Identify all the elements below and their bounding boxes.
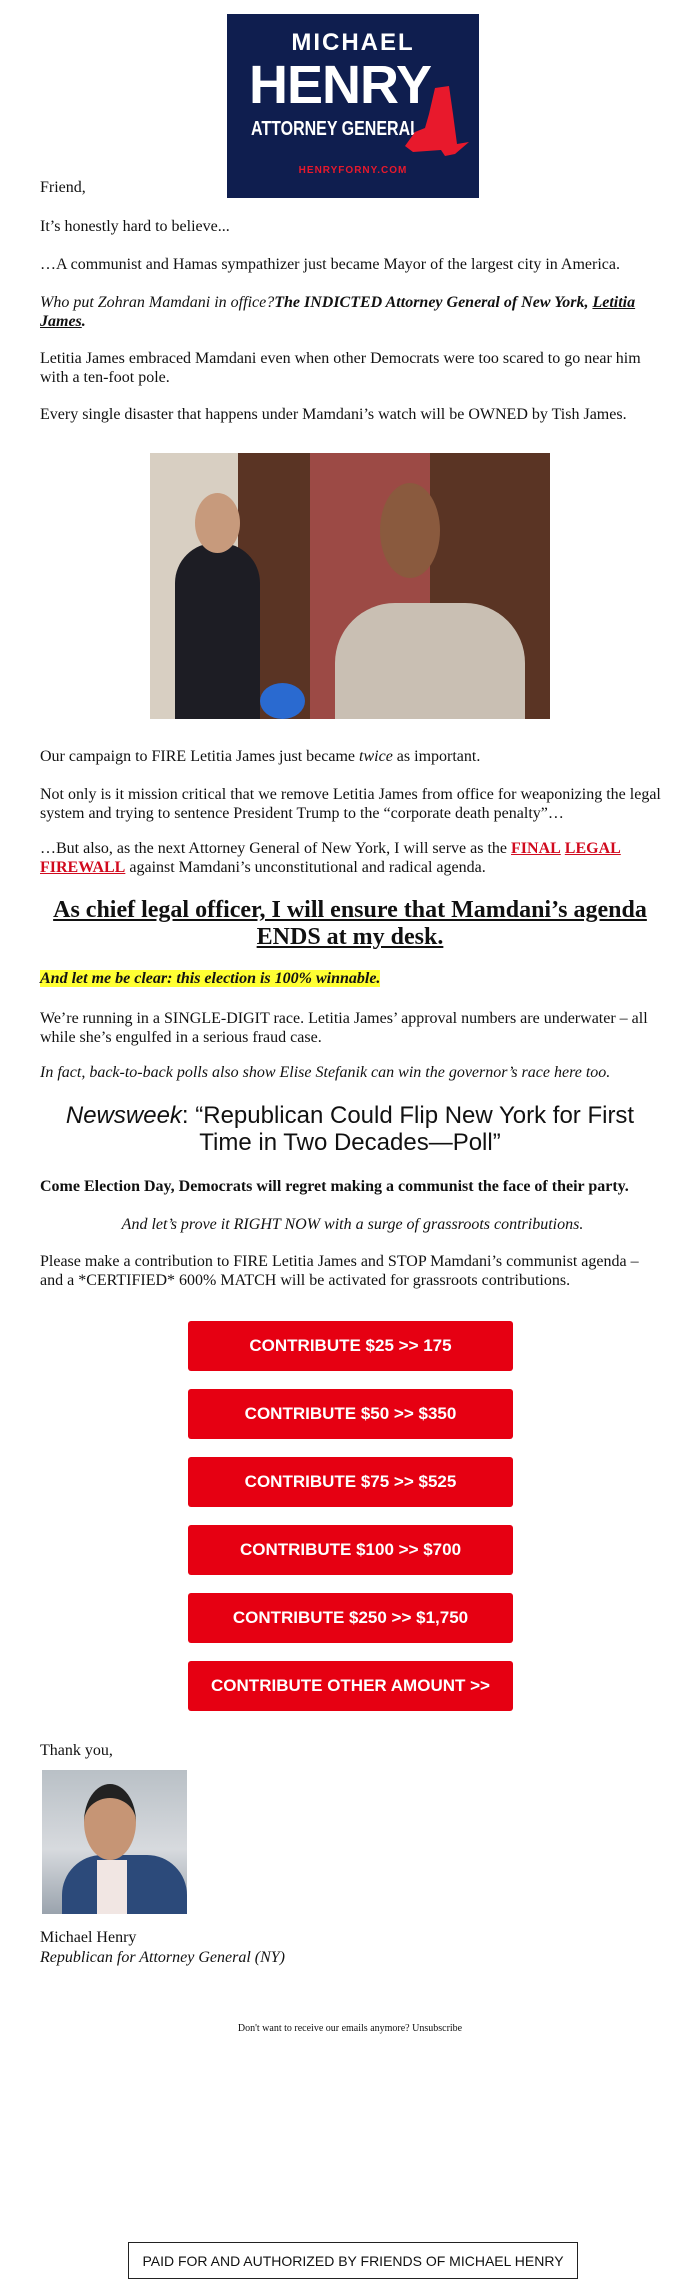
emphasis: twice bbox=[359, 748, 393, 765]
michael-henry-photo bbox=[42, 1770, 187, 1914]
thanks: Thank you, bbox=[40, 1742, 113, 1759]
paragraph: And let’s prove it RIGHT NOW with a surge of grassroots contributions. bbox=[121, 1216, 584, 1233]
text: against Mamdani’s unconstitutional and radical agenda. bbox=[125, 859, 486, 876]
letitia-james-link[interactable]: Letitia James bbox=[40, 294, 636, 330]
paragraph: Come Election Day, Democrats will regret making a communist the face of their party. bbox=[40, 1178, 629, 1195]
contribute-50-button[interactable]: CONTRIBUTE $50 >> $350 bbox=[188, 1389, 513, 1439]
paragraph bbox=[40, 839, 665, 877]
logo-url: HENRYFORNY.COM bbox=[298, 165, 408, 176]
news-source: Newsweek bbox=[65, 1102, 182, 1129]
period: . bbox=[81, 313, 86, 330]
paid-for-disclaimer: PAID FOR AND AUTHORIZED BY FRIENDS OF MICHAEL HENRY bbox=[128, 2242, 578, 2279]
headline: As chief legal officer, I will ensure that Mamdani’s agenda ENDS at my desk. bbox=[53, 897, 647, 950]
paragraph: Every single disaster that happens under Mamdani’s watch will be OWNED by Tish James. bbox=[40, 406, 627, 423]
highlighted-text: And let me be clear: this election is 100% winnable. bbox=[40, 970, 381, 987]
greeting: Friend, bbox=[40, 179, 86, 196]
paragraph: In fact, back-to-back polls also show Elise Stefanik can win the governor’s race here too. bbox=[40, 1064, 611, 1081]
question: Who put Zohran Mamdani in office? bbox=[40, 294, 275, 311]
unsubscribe-text: Don't want to receive our emails anymore? bbox=[237, 2023, 413, 2034]
logo-office: ATTORNEY GENERAL bbox=[251, 118, 420, 140]
new-york-state-icon bbox=[405, 84, 469, 168]
text: …But also, as the next Attorney General of New York, I will serve as the bbox=[40, 840, 512, 857]
paragraph: We’re running in a SINGLE-DIGIT race. Letitia James’ approval numbers are underwater – all while she’s engulfed in a serious fraud case. bbox=[40, 1010, 648, 1046]
paragraph: Letitia James embraced Mamdani even when other Democrats were too scared to go near him with a ten-foot pole. bbox=[40, 350, 641, 386]
logo-first-name: MICHAEL bbox=[291, 29, 415, 56]
contribute-75-button[interactable]: CONTRIBUTE $75 >> $525 bbox=[188, 1457, 513, 1507]
contribute-250-button[interactable]: CONTRIBUTE $250 >> $1,750 bbox=[188, 1593, 513, 1643]
firewall-link[interactable]: FIREWALL bbox=[40, 859, 126, 876]
answer: The INDICTED Attorney General of New York, bbox=[274, 294, 593, 311]
photo-mamdani-and-james bbox=[150, 453, 550, 719]
paragraph: It’s honestly hard to believe... bbox=[40, 218, 230, 235]
newsweek-quote bbox=[40, 1102, 660, 1156]
paragraph: Please make a contribution to FIRE Letitia James and STOP Mamdani’s communist agenda – and a *CERTIFIED* 600% MATCH will be activated for grassroots contributions. bbox=[40, 1253, 639, 1289]
unsubscribe-link[interactable]: Unsubscribe bbox=[412, 2023, 463, 2034]
paragraph: Not only is it mission critical that we remove Letitia James from office for weaponizing the legal system and trying to sentence President Trump to the “corporate death penalty”… bbox=[40, 786, 661, 822]
paragraph bbox=[40, 293, 665, 331]
signer-title: Republican for Attorney General (NY) bbox=[40, 1949, 285, 1966]
unsubscribe-line bbox=[0, 2022, 700, 2035]
contribute-25-button[interactable]: CONTRIBUTE $25 >> 175 bbox=[188, 1321, 513, 1371]
final-link[interactable]: FINAL bbox=[511, 840, 561, 857]
text: Our campaign to FIRE Letitia James just became bbox=[40, 748, 360, 765]
contribute-100-button[interactable]: CONTRIBUTE $100 >> $700 bbox=[188, 1525, 513, 1575]
text: as important. bbox=[392, 748, 481, 765]
news-headline: : “Republican Could Flip New York for First Time in Two Decades—Poll” bbox=[181, 1102, 635, 1156]
highlight-line bbox=[40, 969, 665, 988]
legal-link[interactable]: LEGAL bbox=[564, 840, 621, 857]
campaign-logo bbox=[227, 14, 479, 198]
paragraph: …A communist and Hamas sympathizer just became Mayor of the largest city in America. bbox=[40, 256, 620, 273]
signer-name: Michael Henry bbox=[40, 1929, 137, 1946]
contribute-other-button[interactable]: CONTRIBUTE OTHER AMOUNT >> bbox=[188, 1661, 513, 1711]
logo-last-name: HENRY bbox=[249, 55, 432, 115]
paragraph bbox=[40, 747, 665, 766]
